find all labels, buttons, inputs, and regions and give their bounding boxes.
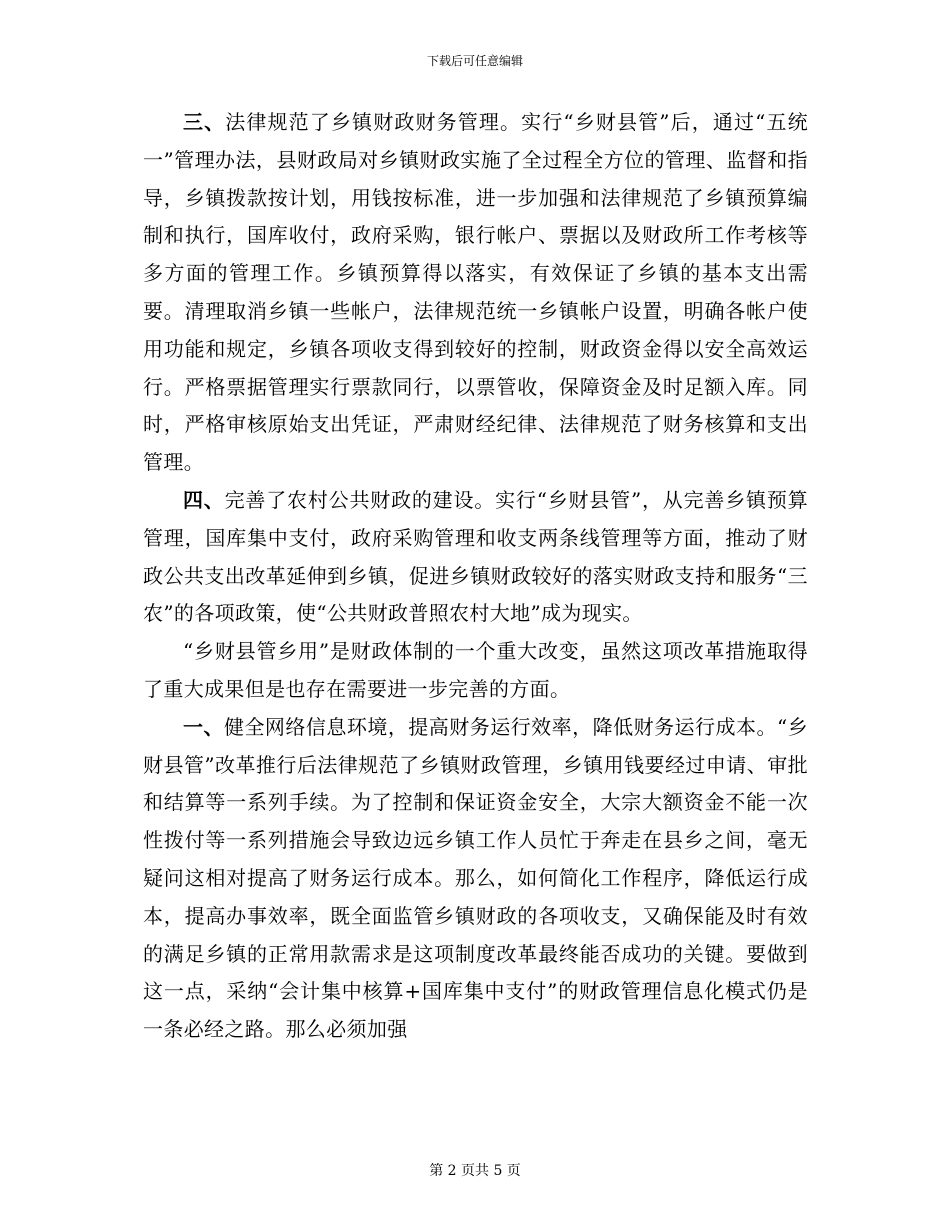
paragraph-text: 法律规范了乡镇财政财务管理。实行“乡财县管”后，通过“五统一”管理办法，县财政局对乡镇财政实施了全过程全方位的管理、监督和指导，乡镇拨款按计划，用钱按标准，进一步加强和法律规范了乡镇预算编制和执行，国库收付，政府采购，银行帐户、票据以及财政所工作考核等多方面的管理工作。乡镇预算得以落实，有效保证了乡镇的基本支出需要。清理取消乡镇一些帐户，法律规范统一乡镇帐户设置，明确各帐户使用功能和规定，乡镇各项收支得到较好的控制，财政资金得以安全高效运行。严格票据管理实行票款同行，以票管收，保障资金及时足额入库。同时，严格审核原始支出凭证，严肃财经纪律、法律规范了财务核算和支出管理。 <box>143 110 808 475</box>
paragraph-3 <box>143 104 808 482</box>
section-number: 四、 <box>183 487 225 512</box>
paragraph-text: “乡财县管乡用”是财政体制的一个重大改变，虽然这项改革措施取得了重大成果但是也存在需要进一步完善的方面。 <box>143 639 808 701</box>
page-footer: 第 2 页共 5 页 <box>429 1163 521 1179</box>
document-body <box>143 104 808 1049</box>
section-number: 一、 <box>183 714 224 739</box>
paragraph-1 <box>143 709 808 1049</box>
section-number: 三、 <box>183 110 226 134</box>
paragraph-text: 完善了农村公共财政的建设。实行“乡财县管”，从完善乡镇预算管理，国库集中支付，政府采购管理和收支两条线管理等方面，推动了财政公共支出改革延伸到乡镇，促进乡镇财政较好的落实财政支持和服务“三农”的各项政策，使“公共财政普照农村大地”成为现实。 <box>143 487 808 626</box>
page-header: 下载后可任意编辑 <box>426 54 523 68</box>
paragraph-4 <box>143 482 808 633</box>
paragraph-text: 健全网络信息环境，提高财务运行效率，降低财务运行成本。“乡财县管”改革推行后法律规范了乡镇财政管理，乡镇用钱要经过申请、审批和结算等一系列手续。为了控制和保证资金安全，大宗大额资金不能一次性拨付等一系列措施会导致边远乡镇工作人员忙于奔走在县乡之间，毫无疑问这相对提高了财务运行成本。那么，如何简化工作程序，降低运行成本，提高办事效率，既全面监管乡镇财政的各项收支，又确保能及时有效的满足乡镇的正常用款需求是这项制度改革最终能否成功的关键。要做到这一点，采纳“会计集中核算+国库集中支付”的财政管理信息化模式仍是一条必经之路。那么必须加强 <box>143 714 809 1042</box>
paragraph-transition <box>143 633 808 709</box>
